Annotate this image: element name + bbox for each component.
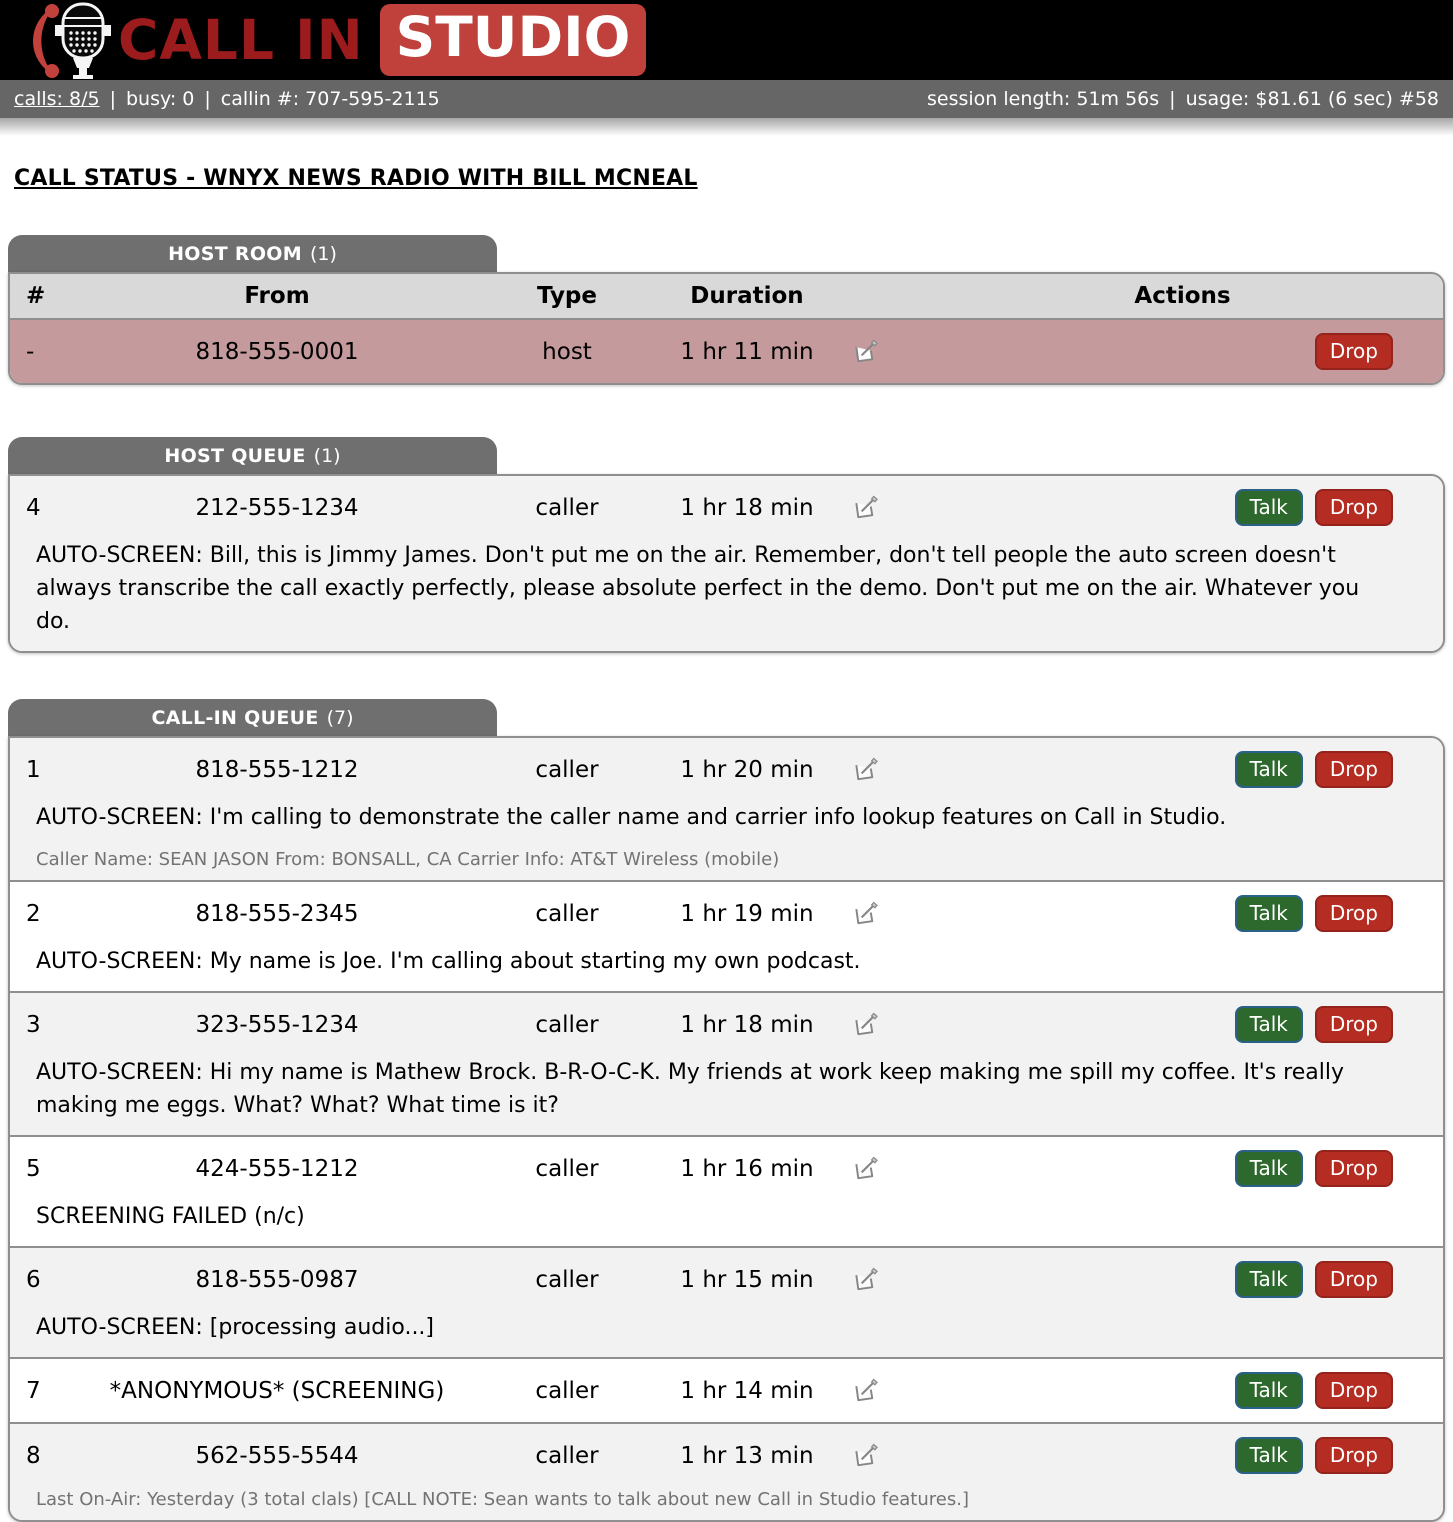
tab-count: (1) <box>309 242 337 265</box>
app-logo <box>6 0 118 80</box>
row-actions <box>922 1150 1443 1187</box>
row-number: 3 <box>26 1011 41 1038</box>
caller-meta-text: Caller Name: SEAN JASON From: BONSALL, CA Carrier Info: AT&T Wireless (mobile) <box>36 849 780 870</box>
call-duration: 1 hr 16 min <box>680 1155 814 1182</box>
drop-button[interactable]: Drop <box>1315 1006 1393 1043</box>
tab-label: HOST QUEUE <box>164 444 306 467</box>
edit-note-icon[interactable] <box>852 1266 879 1293</box>
separator: | <box>1169 88 1176 110</box>
talk-button[interactable]: Talk <box>1235 489 1303 526</box>
edit-note-icon[interactable] <box>852 1377 879 1404</box>
host-room-section <box>8 235 1445 385</box>
caller-number: 424-555-1212 <box>195 1155 359 1182</box>
caller-number: 562-555-5544 <box>195 1442 359 1469</box>
auto-screen-text: AUTO-SCREEN: Bill, this is Jimmy James. Don't put me on the air. Remember, don't tell people the auto screen doesn't always transcribe the call exactly perfectly, please absolute perfect in the demo. Don't put me on the air. Whatever you do. <box>36 543 1360 634</box>
call-row-main <box>10 882 1443 945</box>
host-queue-tab <box>8 437 497 474</box>
call-row-main <box>10 1424 1443 1487</box>
separator: | <box>204 88 211 110</box>
call-duration: 1 hr 18 min <box>680 494 814 521</box>
talk-button[interactable]: Talk <box>1235 1006 1303 1043</box>
caller-meta-text: Last On-Air: Yesterday (3 total clals) [CALL NOTE: Sean wants to talk about new Call in Studio features.] <box>36 1489 969 1510</box>
app-header <box>0 0 1453 80</box>
edit-note-icon[interactable] <box>852 900 879 927</box>
table-header-row <box>10 274 1443 320</box>
row-number: 8 <box>26 1442 41 1469</box>
call-type: caller <box>535 1266 599 1293</box>
talk-button[interactable]: Talk <box>1235 895 1303 932</box>
tab-label: HOST ROOM <box>168 242 302 265</box>
busy-count: busy: 0 <box>125 88 195 110</box>
call-duration: 1 hr 20 min <box>680 756 814 783</box>
table-row <box>10 991 1443 1135</box>
row-actions <box>922 751 1443 788</box>
row-actions <box>922 333 1443 370</box>
column-actions: Actions <box>1134 283 1231 309</box>
auto-screen-text: AUTO-SCREEN: Hi my name is Mathew Brock. B-R-O-C-K. My friends at work keep making me spill my coffee. It's really making me eggs. What? What? What time is it? <box>36 1060 1344 1118</box>
brand-call-in: CALL IN <box>118 8 364 72</box>
drop-button[interactable]: Drop <box>1315 1372 1393 1409</box>
call-type: caller <box>535 756 599 783</box>
call-row-main <box>10 1248 1443 1311</box>
auto-screen-text: AUTO-SCREEN: My name is Joe. I'm calling about starting my own podcast. <box>36 949 861 974</box>
callin-queue-section <box>8 699 1445 1522</box>
call-row-main <box>10 1137 1443 1200</box>
statusbar-fade <box>0 118 1453 136</box>
callin-queue-table <box>8 736 1445 1522</box>
call-row-main <box>10 1359 1443 1422</box>
drop-button[interactable]: Drop <box>1315 751 1393 788</box>
row-actions <box>922 489 1443 526</box>
talk-button[interactable]: Talk <box>1235 751 1303 788</box>
table-row <box>10 738 1443 880</box>
tab-count: (1) <box>313 444 341 467</box>
edit-note-icon[interactable] <box>852 494 879 521</box>
row-number: 7 <box>26 1377 41 1404</box>
call-type: caller <box>535 1442 599 1469</box>
tab-label: CALL-IN QUEUE <box>151 706 319 729</box>
table-row <box>10 476 1443 651</box>
call-duration: 1 hr 18 min <box>680 1011 814 1038</box>
microphone-icon <box>46 1 120 80</box>
talk-button[interactable]: Talk <box>1235 1372 1303 1409</box>
caller-number: 818-555-0001 <box>195 338 359 365</box>
row-number: 6 <box>26 1266 41 1293</box>
drop-button[interactable]: Drop <box>1315 333 1393 370</box>
call-type: caller <box>535 900 599 927</box>
call-type: caller <box>535 494 599 521</box>
row-number: - <box>26 338 35 365</box>
table-row <box>10 320 1443 383</box>
call-duration: 1 hr 14 min <box>680 1377 814 1404</box>
caller-number: 212-555-1234 <box>195 494 359 521</box>
tab-count: (7) <box>326 706 354 729</box>
row-number: 2 <box>26 900 41 927</box>
column-number: # <box>26 283 46 309</box>
session-length: session length: 51m 56s <box>926 88 1160 110</box>
column-from: From <box>244 283 310 309</box>
drop-button[interactable]: Drop <box>1315 1261 1393 1298</box>
callin-number: callin #: 707-595-2115 <box>220 88 440 110</box>
brand-studio: STUDIO <box>380 4 647 76</box>
separator: | <box>109 88 116 110</box>
call-type: caller <box>535 1155 599 1182</box>
call-type: caller <box>535 1377 599 1404</box>
host-room-tab <box>8 235 497 272</box>
table-row <box>10 1246 1443 1357</box>
table-row <box>10 1357 1443 1422</box>
call-duration: 1 hr 15 min <box>680 1266 814 1293</box>
call-row-main <box>10 320 1443 383</box>
caller-number: 818-555-2345 <box>195 900 359 927</box>
host-queue-section <box>8 437 1445 653</box>
call-type: caller <box>535 1011 599 1038</box>
call-duration: 1 hr 13 min <box>680 1442 814 1469</box>
call-row-main <box>10 993 1443 1056</box>
table-row <box>10 880 1443 991</box>
host-queue-table <box>8 474 1445 653</box>
edit-note-icon[interactable] <box>852 1442 879 1469</box>
page-title: CALL STATUS - WNYX NEWS RADIO WITH BILL MCNEAL <box>14 166 698 191</box>
caller-number: 818-555-0987 <box>195 1266 359 1293</box>
column-type: Type <box>536 283 597 309</box>
row-actions <box>922 895 1443 932</box>
edit-note-icon[interactable] <box>852 1011 879 1038</box>
row-actions <box>922 1261 1443 1298</box>
usage-amount: usage: $81.61 (6 sec) #58 <box>1185 88 1439 110</box>
edit-note-icon[interactable] <box>852 1155 879 1182</box>
call-type: host <box>542 338 592 365</box>
call-duration: 1 hr 19 min <box>680 900 814 927</box>
caller-number: 323-555-1234 <box>195 1011 359 1038</box>
auto-screen-text: SCREENING FAILED (n/c) <box>36 1204 305 1229</box>
edit-note-icon[interactable] <box>852 338 879 365</box>
call-row-main <box>10 738 1443 801</box>
row-actions <box>922 1006 1443 1043</box>
row-number: 1 <box>26 756 41 783</box>
talk-button[interactable]: Talk <box>1235 1437 1303 1474</box>
column-duration: Duration <box>690 283 804 309</box>
drop-button[interactable]: Drop <box>1315 1437 1393 1474</box>
row-actions <box>922 1372 1443 1409</box>
auto-screen-text: AUTO-SCREEN: [processing audio...] <box>36 1315 435 1340</box>
talk-button[interactable]: Talk <box>1235 1150 1303 1187</box>
talk-button[interactable]: Talk <box>1235 1261 1303 1298</box>
calls-link[interactable]: calls: 8/5 <box>14 88 100 110</box>
row-number: 5 <box>26 1155 41 1182</box>
status-bar <box>0 80 1453 118</box>
caller-number: *ANONYMOUS* (SCREENING) <box>109 1377 445 1404</box>
call-row-main <box>10 476 1443 539</box>
drop-button[interactable]: Drop <box>1315 895 1393 932</box>
table-row <box>10 1422 1443 1520</box>
host-room-table <box>8 272 1445 385</box>
row-actions <box>922 1437 1443 1474</box>
auto-screen-text: AUTO-SCREEN: I'm calling to demonstrate the caller name and carrier info lookup features on Call in Studio. <box>36 805 1227 830</box>
call-duration: 1 hr 11 min <box>680 338 814 365</box>
drop-button[interactable]: Drop <box>1315 1150 1393 1187</box>
drop-button[interactable]: Drop <box>1315 489 1393 526</box>
edit-note-icon[interactable] <box>852 756 879 783</box>
caller-number: 818-555-1212 <box>195 756 359 783</box>
table-row <box>10 1135 1443 1246</box>
row-number: 4 <box>26 494 41 521</box>
callin-queue-tab <box>8 699 497 736</box>
